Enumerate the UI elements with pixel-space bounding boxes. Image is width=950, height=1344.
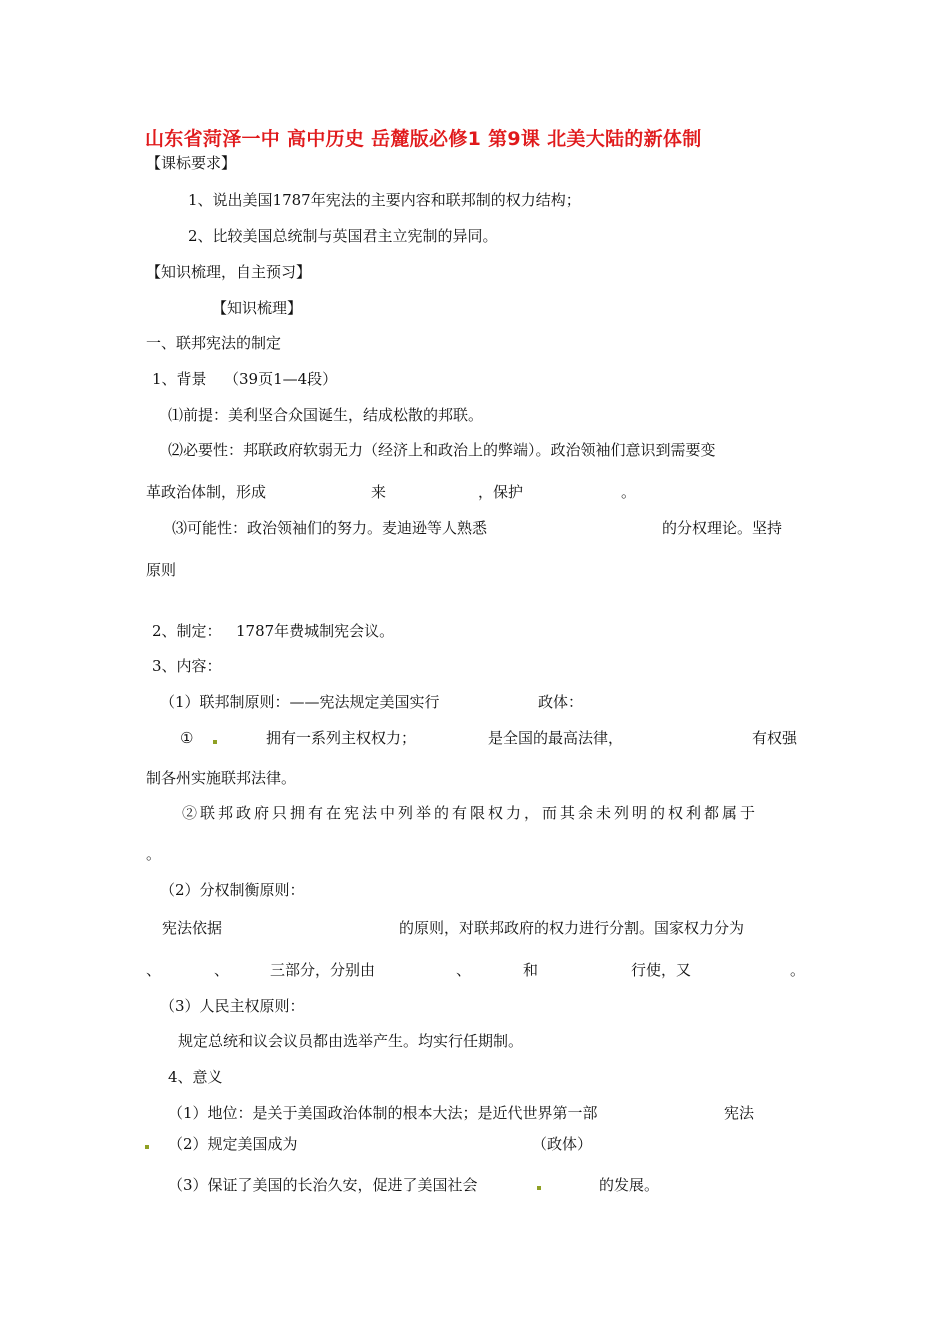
necessity-text-a: ⑵必要性：邦联政府软弱无力（经济上和政治上的弊端）。政治领袖们意识到需要变: [168, 441, 716, 459]
section1-heading: 一、联邦宪法的制定: [146, 334, 282, 352]
background-ref: （39页1—4段）: [224, 370, 338, 388]
meaning-label: 4、意义: [168, 1068, 223, 1086]
knowledge-header: 【知识梳理】: [212, 299, 303, 317]
requirement-item-1: 1、说出美国1787年宪法的主要内容和联邦制的权力结构；: [188, 191, 581, 209]
clause1-text-3: 是全国的最高法律，: [488, 729, 624, 747]
meaning-3-text-2: 的发展。: [599, 1176, 660, 1194]
federal-principle-2: 政体：: [538, 693, 584, 711]
clause1-text-4: 有权强: [752, 729, 798, 747]
clause2-text-2: 。: [146, 845, 162, 863]
clause1-text-5: 制各州实施联邦法律。: [146, 769, 297, 787]
separation-text-8: 行使，又: [631, 961, 692, 979]
possibility-text-b: 原则: [146, 561, 177, 579]
premise-text: ⑴前提：美利坚合众国诞生，结成松散的邦联。: [168, 406, 484, 424]
separation-text-3: 、: [146, 961, 162, 979]
necessity-text-b1: 革政治体制，形成: [146, 483, 267, 501]
requirements-header: 【课标要求】: [146, 154, 237, 172]
separation-text-6: 、: [456, 961, 472, 979]
separation-text-7: 和: [523, 961, 539, 979]
making-text: 1787年费城制宪会议。: [236, 622, 395, 640]
necessity-text-b4: 。: [621, 483, 637, 501]
possibility-text-a2: 的分权理论。坚持: [662, 519, 783, 537]
separation-text-4: 、: [214, 961, 230, 979]
people-sovereignty-text: 规定总统和议会议员都由选举产生。均实行任期制。: [178, 1032, 524, 1050]
separation-text-1: 宪法依据: [162, 919, 223, 937]
review-header: 【知识梳理，自主预习】: [146, 263, 312, 281]
federal-principle-1: （1）联邦制原则：——宪法规定美国实行: [160, 693, 440, 711]
document-title: 山东省菏泽一中 高中历史 岳麓版必修1 第9课 北美大陆的新体制: [145, 128, 702, 150]
background-label: 1、背景: [152, 370, 207, 388]
necessity-text-b3: ，保护: [478, 483, 524, 501]
meaning-2-text-1: （2）规定美国成为: [168, 1135, 298, 1153]
separation-text-5: 三部分，分别由: [270, 961, 376, 979]
mark-dot: [213, 740, 217, 744]
making-label: 2、制定：: [152, 622, 222, 640]
meaning-2-text-2: （政体）: [532, 1135, 593, 1153]
clause1-marker: ①: [180, 729, 194, 747]
mark-dot: [537, 1186, 541, 1190]
content-label: 3、内容：: [152, 657, 222, 675]
meaning-1-text-1: （1）地位：是关于美国政治体制的根本大法；是近代世界第一部: [168, 1104, 598, 1122]
separation-text-9: 。: [790, 961, 806, 979]
clause1-text-2: 拥有一系列主权权力；: [266, 729, 417, 747]
meaning-3-text-1: （3）保证了美国的长治久安，促进了美国社会: [168, 1176, 478, 1194]
separation-label: （2）分权制衡原则：: [160, 881, 305, 899]
mark-dot: [145, 1145, 149, 1149]
clause2-text-1: ②联邦政府只拥有在宪法中列举的有限权力，而其余未列明的权利都属于: [182, 804, 759, 822]
people-sovereignty-label: （3）人民主权原则：: [160, 997, 305, 1015]
possibility-text-a1: ⑶可能性：政治领袖们的努力。麦迪逊等人熟悉: [172, 519, 488, 537]
requirement-item-2: 2、比较美国总统制与英国君主立宪制的异同。: [188, 227, 498, 245]
separation-text-2: 的原则，对联邦政府的权力进行分割。国家权力分为: [399, 919, 745, 937]
necessity-text-b2: 来: [371, 483, 387, 501]
meaning-1-text-2: 宪法: [724, 1104, 755, 1122]
